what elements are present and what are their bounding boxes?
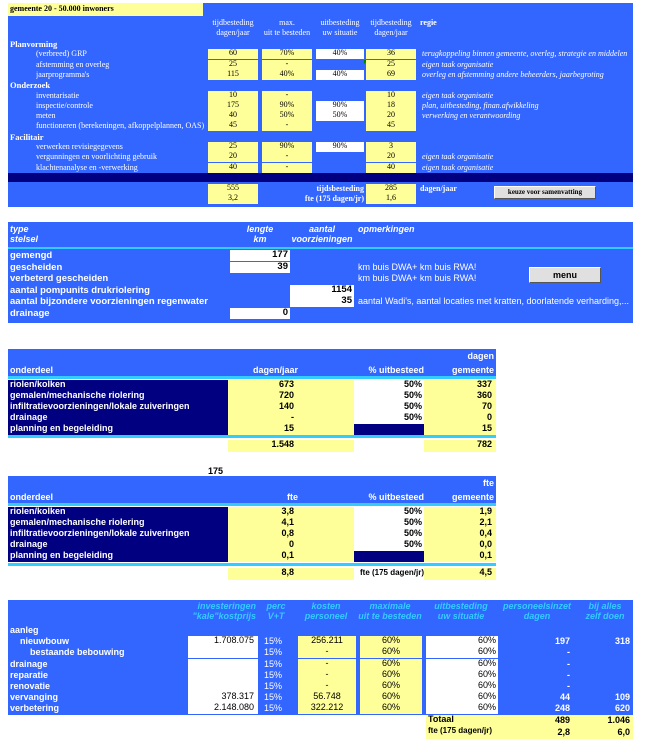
row-label: gemalen/mechanische riolering bbox=[8, 518, 228, 529]
row-label: drainage bbox=[10, 309, 50, 319]
aantal-input[interactable]: 1154 bbox=[290, 285, 354, 296]
title-cell: gemeente 20 - 50.000 inwoners bbox=[8, 3, 203, 16]
row-label: aantal bijzondere voorzieningen regenwater bbox=[10, 297, 208, 307]
dagen-value: - bbox=[567, 659, 570, 669]
uitbesteed-input[interactable]: 50% bbox=[354, 391, 424, 402]
tijd-result: 69 bbox=[366, 70, 416, 80]
row-label: (verbreed) GRP bbox=[36, 50, 87, 59]
total-fte-2: 1,6 bbox=[366, 194, 416, 204]
value-cell: 140 bbox=[228, 402, 354, 413]
lengte-input[interactable]: 177 bbox=[230, 250, 290, 261]
row-label: jaarprogramma's bbox=[36, 70, 90, 79]
gemeente-cell: 337 bbox=[424, 380, 496, 391]
value-cell: - bbox=[228, 413, 354, 424]
col-header-max: max. bbox=[279, 19, 295, 27]
investering-input[interactable] bbox=[188, 659, 258, 670]
gemeente-cell: 0,0 bbox=[424, 540, 496, 551]
uitbesteding-input[interactable]: 60% bbox=[426, 703, 498, 714]
kosten-value: - bbox=[298, 659, 356, 670]
row-label: infiltratievoorzieningen/lokale zuiveringen bbox=[8, 402, 228, 413]
lengte-input[interactable]: 39 bbox=[230, 262, 290, 273]
gemeente-cell: 360 bbox=[424, 391, 496, 402]
row-label: afstemming en overleg bbox=[36, 60, 110, 69]
regie-text: plan, uitbesteding, finan.afwikkeling bbox=[422, 101, 539, 110]
total-days-2: 285 bbox=[366, 184, 416, 194]
total-days: 555 bbox=[208, 184, 258, 194]
kosten-value: - bbox=[298, 681, 356, 692]
tijd-result: 20 bbox=[366, 111, 416, 121]
row-label: aantal pompunits drukriolering bbox=[10, 285, 150, 296]
section-label: Planvorming bbox=[10, 40, 58, 49]
dagen-value: - bbox=[567, 670, 570, 680]
regie-text: eigen taak organisatie bbox=[422, 91, 494, 100]
dagen-value: - bbox=[567, 648, 570, 658]
empty-cell bbox=[354, 551, 424, 562]
uitbesteding-input[interactable]: 60% bbox=[426, 636, 498, 647]
perc-value: 15% bbox=[264, 682, 283, 691]
totaal-label: Totaal bbox=[426, 715, 498, 727]
gemeente-cell: 0 bbox=[424, 413, 496, 424]
kosten-value: 256.211 bbox=[298, 636, 356, 647]
dagen-value: - bbox=[567, 682, 570, 691]
investering-input[interactable] bbox=[188, 681, 258, 692]
value-cell: 720 bbox=[228, 391, 354, 402]
row-label: renovatie bbox=[10, 682, 51, 691]
opmerking-text: km buis DWA+ km buis RWA! bbox=[358, 274, 477, 284]
row-label: gemalen/mechanische riolering bbox=[8, 391, 228, 402]
planning-table: gemeente 20 - 50.000 inwoners tijdbesteding dagen/jaar max. uit te besteden uitbesteding uw situatie tijdbesteding dagen/jaar regie 555 3,2 tijdsbesteding fte (175 dagen/jr) 285 1,6 dagen/jaar keuze voor samenvatting Planvorming (verbreed) GRP 60 70% 40% 36 terugkoppeling binnen gemeente, overleg, strategie en middelen afstemming en overleg 25 - 25 eigen taak organisatie jaarprogramma's 115 40% 40% 69 overleg en afstemming andere beheerders, jaarbegroting Onderzoek inventarisatie 10 - 10 eigen taak organisatie inspectie/controle 175 90% 90% 18 plan, uitbesteding, finan.afwikkeling meten 40 50% 50% 20 verwerking en verantwoording functioneren (berekeningen, afkoppelplannen, OAS) 45 - 45 Facilitair verwerken revisiegegevens 25 90% 90% 3 vergunningen en voorlichting gebruik 20 - 20 eigen taak organisatie klachtenanalyse en -verwerking 40 - 40 eigen taak organisatie bbox=[8, 3, 633, 207]
row-label: bestaande bebouwing bbox=[30, 648, 125, 658]
regie-text: eigen taak organisatie bbox=[422, 60, 494, 69]
uitbesteding-input[interactable]: 60% bbox=[426, 647, 498, 658]
investering-input[interactable] bbox=[188, 647, 258, 658]
row-label: verwerken revisiegegevens bbox=[36, 143, 123, 151]
dagen-value: 44 bbox=[559, 693, 570, 703]
uitbesteding-input[interactable]: 40% bbox=[316, 49, 364, 59]
perc-value: 15% bbox=[264, 637, 283, 647]
value-cell: 673 bbox=[228, 380, 354, 391]
value-cell: 0,8 bbox=[228, 529, 354, 540]
regie-text: eigen taak organisatie bbox=[422, 153, 494, 162]
tijd-input[interactable]: 40 bbox=[208, 163, 258, 173]
section-label: Facilitair bbox=[10, 132, 44, 142]
totaal-zelf: 1.046 bbox=[607, 716, 630, 725]
gemeente-cell: 0,1 bbox=[424, 551, 496, 562]
row-label: drainage bbox=[10, 659, 48, 669]
menu-button[interactable]: menu bbox=[529, 267, 601, 283]
uitbesteding-input[interactable]: 40% bbox=[316, 70, 364, 80]
tijd-result: 10 bbox=[366, 91, 416, 101]
max-value: 70% bbox=[262, 49, 312, 59]
gemeente-cell: 70 bbox=[424, 402, 496, 413]
row-label: klachtenanalyse en -verwerking bbox=[36, 163, 138, 172]
row-label: vervanging bbox=[10, 693, 59, 703]
lengte-input[interactable]: 0 bbox=[230, 308, 290, 319]
tijd-input[interactable]: 25 bbox=[208, 142, 258, 152]
uitbesteed-input[interactable]: 50% bbox=[354, 518, 424, 529]
gemeente-cell: 15 bbox=[424, 424, 496, 435]
total-fte: 3,2 bbox=[208, 194, 258, 204]
max-value: 90% bbox=[262, 101, 312, 111]
row-label: drainage bbox=[8, 540, 228, 551]
dagen-value: 248 bbox=[554, 704, 570, 714]
regie-text: terugkoppeling binnen gemeente, overleg, strategie en middelen bbox=[422, 50, 628, 59]
row-label: planning en begeleiding bbox=[8, 551, 228, 562]
max-value: 60% bbox=[360, 681, 422, 692]
value-cell: 0 bbox=[228, 540, 354, 551]
fte-zelf: 6,0 bbox=[617, 728, 630, 737]
onderdeel-fte-table: fte onderdeel fte % uitbesteed gemeente 8,8 fte (175 dagen/jr) 4,5 riolen/kolken 3,8 50% 1,9 gemalen/mechanische riolering 4,1 50% 2,1 infiltratievoorzieningen/lokale zuiveringen 0,8 50% 0,4 drainage 0 50% 0,0 planning en begeleiding 0,1 0,1 bbox=[8, 476, 496, 584]
regie-text: verwerking en verantwoording bbox=[422, 112, 521, 121]
tijd-input[interactable]: 60 bbox=[208, 49, 258, 59]
max-value: - bbox=[262, 91, 312, 101]
tijd-input[interactable]: 45 bbox=[208, 121, 258, 131]
uitbesteding-input[interactable]: 90% bbox=[316, 101, 364, 111]
investering-input[interactable]: 1.708.075 bbox=[188, 636, 258, 647]
days-per-fte: 175 bbox=[208, 467, 224, 476]
row-label: verbeterd gescheiden bbox=[10, 274, 109, 284]
investering-table: investeringen "kale"kostprijs perc V+T kosten personeel maximale uit te besteden uitbesteding uw situatie personeelsinzet dagen bij alles zelf doen Totaal 489 1.046 fte (175 dagen/jr) 2,8 6,0 aanleg nieuwbouw 1.708.075 15% 256.211 60% 60% 197 318 bestaande bebouwing 15% - 60% 60% - drainage 15% - 60% 60% - reparatie 15% - 60% 60% - renovatie 15% - 60% 60% - vervanging 378.317 15% 56.748 60% 60% 44 109 verbetering 2.148.080 15% 322.212 60% 60% 248 620 bbox=[8, 600, 633, 742]
row-label: riolen/kolken bbox=[8, 380, 228, 391]
zelf-value: 109 bbox=[614, 693, 630, 703]
empty-cell bbox=[354, 424, 424, 435]
total-fte-sum: 8,8 bbox=[228, 568, 354, 580]
perc-value: 15% bbox=[264, 648, 283, 658]
row-label: reparatie bbox=[10, 670, 49, 680]
max-value: 60% bbox=[360, 647, 422, 658]
dagen-value: 197 bbox=[554, 637, 570, 647]
row-label: infiltratievoorzieningen/lokale zuiveringen bbox=[8, 529, 228, 540]
uitbesteed-input[interactable]: 50% bbox=[354, 507, 424, 518]
uitbesteed-input[interactable]: 50% bbox=[354, 529, 424, 540]
row-label: vergunningen en voorlichting gebruik bbox=[36, 153, 157, 162]
col-header-uitbesteding: uitbesteding bbox=[320, 19, 360, 27]
zelf-value: 318 bbox=[614, 637, 630, 647]
row-label: drainage bbox=[8, 413, 228, 424]
max-value: 50% bbox=[262, 111, 312, 121]
fte-label: fte (175 dagen/jr) bbox=[426, 727, 498, 739]
row-label: verbetering bbox=[10, 704, 60, 714]
max-value: 90% bbox=[262, 142, 312, 152]
fte-dagen: 2,8 bbox=[557, 728, 570, 737]
uitbesteding-input[interactable]: 90% bbox=[316, 142, 364, 152]
uitbesteding-input[interactable]: 60% bbox=[426, 659, 498, 670]
max-value: - bbox=[262, 60, 312, 70]
row-label: meten bbox=[36, 112, 56, 121]
row-label: gescheiden bbox=[10, 262, 63, 273]
uitbesteding-input[interactable]: 50% bbox=[316, 111, 364, 121]
opmerking-text: km buis DWA+ km buis RWA! bbox=[358, 262, 477, 272]
uitbesteed-input[interactable]: 50% bbox=[354, 380, 424, 391]
tijd-result: 36 bbox=[366, 49, 416, 59]
tijd-result: 20 bbox=[366, 152, 416, 162]
gemeente-cell: 2,1 bbox=[424, 518, 496, 529]
value-cell: 4,1 bbox=[228, 518, 354, 529]
row-label: functioneren (berekeningen, afkoppelplannen, OAS) bbox=[36, 122, 205, 131]
total-fte-gemeente: 4,5 bbox=[424, 568, 496, 580]
tijd-input[interactable]: 115 bbox=[208, 70, 258, 80]
investering-input[interactable] bbox=[188, 670, 258, 681]
tijd-result: 25 bbox=[366, 60, 416, 70]
row-label: riolen/kolken bbox=[8, 507, 228, 518]
uitbesteed-input[interactable]: 50% bbox=[354, 413, 424, 424]
max-value: 60% bbox=[360, 670, 422, 681]
perc-value: 15% bbox=[264, 693, 283, 703]
onderdeel-dagen-table: dagen onderdeel dagen/jaar % uitbesteed gemeente 1.548 782 riolen/kolken 673 50% 337 gemalen/mechanische riolering 720 50% 360 infiltratievoorzieningen/lokale zuiveringen 140 50% 70 drainage - 50% 0 planning en begeleiding 15 15 bbox=[8, 349, 496, 459]
regie-text: eigen taak organisatie bbox=[422, 163, 494, 172]
total-dagen: 1.548 bbox=[228, 440, 354, 452]
tijd-result: 3 bbox=[366, 142, 416, 152]
gemeente-cell: 0,4 bbox=[424, 529, 496, 540]
keuze-samenvatting-button[interactable]: keuze voor samenvatting bbox=[494, 186, 596, 199]
max-value: 60% bbox=[360, 692, 422, 703]
kosten-value: 56.748 bbox=[298, 692, 356, 703]
row-label: inventarisatie bbox=[36, 91, 80, 100]
col-header-regie: regie bbox=[420, 19, 437, 27]
kosten-value: 322.212 bbox=[298, 703, 356, 714]
row-label: nieuwbouw bbox=[20, 637, 69, 647]
tijd-result: 45 bbox=[366, 121, 416, 131]
row-label: gemengd bbox=[10, 251, 53, 261]
uitbesteding-input[interactable]: 60% bbox=[426, 670, 498, 681]
max-value: 60% bbox=[360, 703, 422, 714]
uitbesteed-input[interactable]: 50% bbox=[354, 540, 424, 551]
tijd-input[interactable]: 40 bbox=[208, 111, 258, 121]
opmerking-text: aantal Wadi's, aantal locaties met kratten, doorlatende verharding,... bbox=[358, 297, 630, 307]
col-header-tijd2: tijdbesteding bbox=[370, 19, 412, 27]
stelsel-table: type stelsel lengte km aantal voorzieningen opmerkingen menu gemengd 177 gescheiden 39 km buis DWA+ km buis RWA! verbeterd gescheiden km buis DWA+ km buis RWA! aantal pompunits drukriolering 1154 aantal bijzondere voorzieningen regenwater 35 aantal Wadi's, aantal locaties met kratten, doorlatende verharding,... drainage 0 bbox=[8, 222, 633, 323]
perc-value: 15% bbox=[264, 670, 283, 680]
row-label: planning en begeleiding bbox=[8, 424, 228, 435]
section-label: Onderzoek bbox=[10, 81, 51, 90]
kosten-value: - bbox=[298, 670, 356, 681]
tijd-input[interactable]: 10 bbox=[208, 91, 258, 101]
value-cell: 15 bbox=[228, 424, 354, 435]
gemeente-cell: 1,9 bbox=[424, 507, 496, 518]
row-label: inspectie/controle bbox=[36, 101, 93, 110]
zelf-value: 620 bbox=[614, 704, 630, 714]
value-cell: 0,1 bbox=[228, 551, 354, 562]
investering-input[interactable]: 378.317 bbox=[188, 692, 258, 703]
max-value: - bbox=[262, 163, 312, 173]
tijd-input[interactable]: 175 bbox=[208, 101, 258, 111]
max-value: 60% bbox=[360, 659, 422, 670]
perc-value: 15% bbox=[264, 659, 283, 669]
value-cell: 3,8 bbox=[228, 507, 354, 518]
investering-input[interactable]: 2.148.080 bbox=[188, 703, 258, 714]
row-label: aanleg bbox=[10, 626, 39, 635]
perc-value: 15% bbox=[264, 704, 283, 714]
tijd-input[interactable]: 20 bbox=[208, 152, 258, 162]
uitbesteed-input[interactable]: 50% bbox=[354, 402, 424, 413]
tijd-result: 18 bbox=[366, 101, 416, 111]
regie-text: overleg en afstemming andere beheerders, jaarbegroting bbox=[422, 70, 604, 79]
max-value: - bbox=[262, 152, 312, 162]
uitbesteding-input[interactable]: 60% bbox=[426, 692, 498, 703]
tijd-input[interactable]: 25 bbox=[208, 60, 258, 70]
tijd-result: 40 bbox=[366, 163, 416, 173]
col-header-tijd: tijdbesteding bbox=[212, 19, 254, 27]
totaal-dagen: 489 bbox=[554, 716, 570, 725]
max-value: 60% bbox=[360, 636, 422, 647]
max-value: 40% bbox=[262, 70, 312, 80]
kosten-value: - bbox=[298, 647, 356, 658]
uitbesteding-input[interactable]: 60% bbox=[426, 681, 498, 692]
max-value: - bbox=[262, 121, 312, 131]
aantal-input[interactable]: 35 bbox=[290, 296, 354, 307]
total-gemeente: 782 bbox=[424, 440, 496, 452]
